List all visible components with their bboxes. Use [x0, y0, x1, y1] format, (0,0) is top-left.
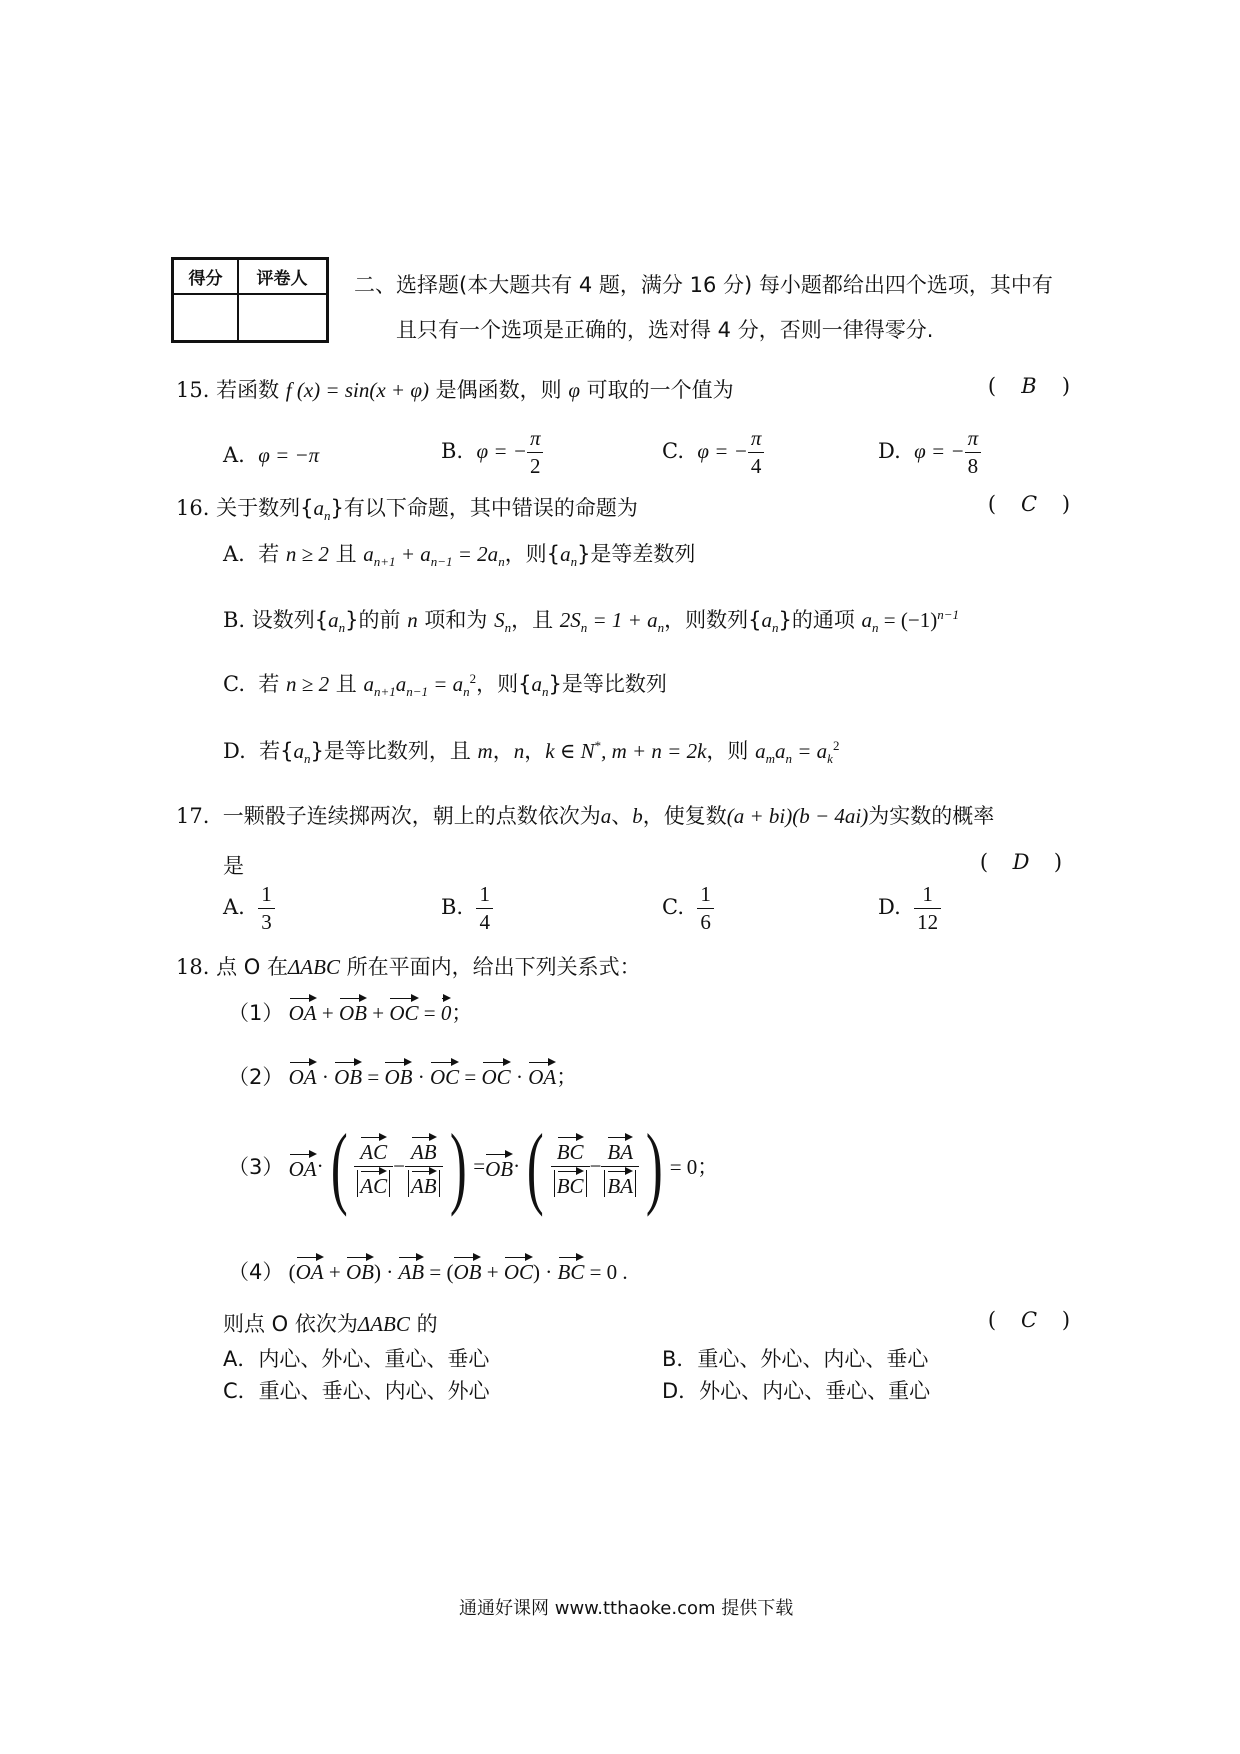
q18-relation-2: （2） OA · OB = OB · OC = OC · OA；	[228, 1061, 577, 1091]
question-15-stem: 15. 若函数 f (x) = sin(x + φ) 是偶函数，则 φ 可取的一个值为	[176, 378, 734, 402]
q18-option-b: B．重心、外心、内心、垂心	[662, 1347, 929, 1371]
q18-option-d: D．外心、内心、垂心、重心	[662, 1379, 931, 1403]
score-box	[171, 257, 329, 343]
q18-answer: ( C )	[987, 1308, 1071, 1332]
question-16-stem: 16. 关于数列$\{a_n\}$有以下命题，其中错误的命题为	[176, 496, 638, 524]
vector-zero: 0	[441, 997, 452, 1024]
q18-option-a: A．内心、外心、重心、垂心	[223, 1347, 490, 1371]
section-heading-line1: 二、选择题(本大题共有 4 题，满分 16 分) 每小题都给出四个选项，其中有	[354, 273, 1053, 297]
q17-option-b: B. $\frac{1}{4}$	[441, 884, 493, 933]
vector-oa: OA	[289, 997, 317, 1024]
q16-answer: ( C )	[987, 492, 1071, 516]
q15-answer: ( B )	[987, 374, 1071, 398]
q15-function: f (x) = sin(x + φ)	[285, 378, 429, 402]
q18-relation-3: （3） OA · ( $\frac{AC}{AC}$ − $\frac{AB}{AB}$ ) = OB · ( $\frac{BC}{BC}$ − $\frac{BA}{BA}$ ) = 0；	[228, 1115, 719, 1217]
q18-relation-4: （4） (OA + OB) · AB = (OB + OC) · BC = 0 .	[228, 1256, 628, 1286]
question-18-stem: 18. 点 O 在ΔABC 所在平面内，给出下列关系式：	[176, 955, 641, 979]
question-17-stem: 17. 一颗骰子连续掷两次，朝上的点数依次为a、b，使复数(a + bi)(b − 4ai)为实数的概率	[176, 804, 995, 828]
q18-conclusion: 则点 O 依次为ΔABC 的	[223, 1312, 438, 1336]
q15-option-a: A. φ = −π	[223, 443, 320, 467]
q16-option-c: C. 若 n ≥ 2 且 $a_{n+1}a_{n-1} = a_n^2$，则$\{a_n\}$是等比数列	[223, 671, 667, 700]
q18-option-c: C．重心、垂心、内心、外心	[223, 1379, 490, 1403]
q15-option-b: B. φ = − $\frac{\pi}{2}$	[441, 428, 543, 477]
vector-oc: OC	[389, 997, 418, 1024]
q16-option-a: A. 若 n ≥ 2 且 $a_{n+1} + a_{n-1} = 2a_n$，则$\{a_n\}$是等差数列	[223, 542, 696, 570]
q17-option-c: C. $\frac{1}{6}$	[662, 884, 714, 933]
page-footer: 通通好课网 www.tthaoke.com 提供下载	[459, 1598, 794, 1619]
q16-option-d: D. 若$\{a_n\}$是等比数列，且 m，n，k ∈ N*, m + n = 2k，则 $a_ma_n = a_k^2$	[223, 738, 840, 767]
q17-answer: ( D )	[979, 850, 1063, 874]
q17-option-d: D. $\frac{1}{12}$	[878, 884, 941, 933]
q16-option-b: B. 设数列$\{a_n\}$的前 n 项和为 $S_n$，且 $2S_n = 1 + a_n$，则数列$\{a_n\}$的通项 $a_n = (-1)^{n-1}$	[223, 607, 959, 636]
grader-header: 评卷人	[256, 269, 308, 289]
q18-relation-1: （1） OA + OB + OC = 0；	[228, 997, 472, 1027]
q15-option-d: D. φ = − $\frac{\pi}{8}$	[878, 428, 981, 477]
q17-option-a: A. $\frac{1}{3}$	[223, 884, 275, 933]
score-box-divider	[174, 293, 326, 295]
vector-ob: OB	[339, 997, 367, 1024]
score-header: 得分	[188, 269, 223, 289]
q17-stem-continued: 是	[223, 854, 244, 878]
section-heading-line2: 且只有一个选项是正确的，选对得 4 分，否则一律得零分.	[396, 318, 934, 342]
q15-option-c: C. φ = − $\frac{\pi}{4}$	[662, 428, 764, 477]
